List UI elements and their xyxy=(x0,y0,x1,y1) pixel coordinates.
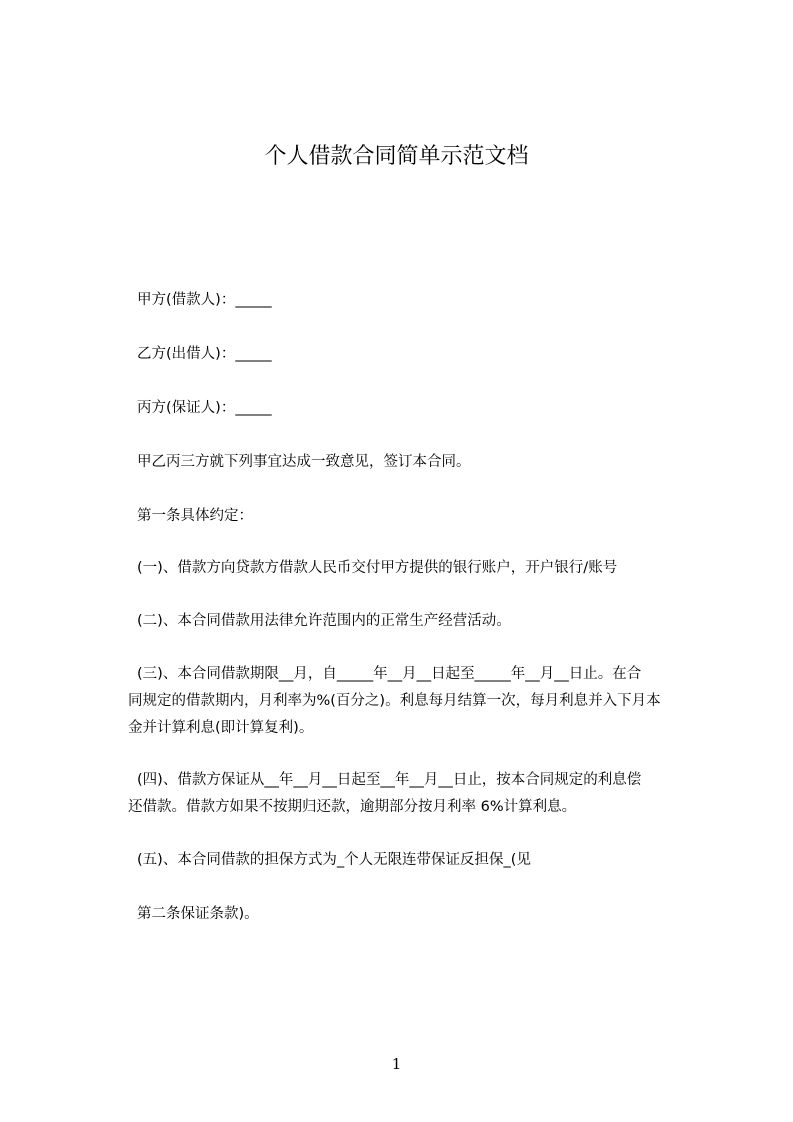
party-a-line: 甲方(借款人)：_____ xyxy=(137,292,272,308)
clause-2: (二)、本合同借款用法律允许范围内的正常生产经营活动。 xyxy=(137,613,511,629)
clause-1: (一)、借款方向贷款方借款人民币交付甲方提供的银行账户，开户银行/账号 xyxy=(137,560,618,576)
intro-paragraph: 甲乙丙三方就下列事宜达成一致意见，签订本合同。 xyxy=(137,454,471,470)
clause-5: (五)、本合同借款的担保方式为_个人无限连带保证反担保_(见 xyxy=(137,852,531,868)
clause-3-line-1: (三)、本合同借款期限__月，自_____年__月__日起至_____年__月__日止。在合 xyxy=(137,666,642,682)
clause-5-continuation: 第二条保证条款)。 xyxy=(137,906,259,922)
party-c-line: 丙方(保证人)：_____ xyxy=(137,400,272,416)
clause-4-line-1: (四)、借款方保证从__年__月__日起至__年__月__日止，按本合同规定的利息偿 xyxy=(137,772,642,788)
party-b-line: 乙方(出借人)：_____ xyxy=(137,346,272,362)
clause-3-line-2: 同规定的借款期内，月利率为%(百分之)。利息每月结算一次，每月利息并入下月本 xyxy=(128,693,661,709)
document-title: 个人借款合同简单示范文档 xyxy=(264,144,529,169)
page-number: 1 xyxy=(391,1055,402,1073)
clause-4-line-2: 还借款。借款方如果不按期归还款，逾期部分按月利率 6%计算利息。 xyxy=(128,799,577,815)
article-1-heading: 第一条具体约定： xyxy=(137,508,253,524)
clause-3-line-3: 金并计算利息(即计算复利)。 xyxy=(128,720,314,736)
